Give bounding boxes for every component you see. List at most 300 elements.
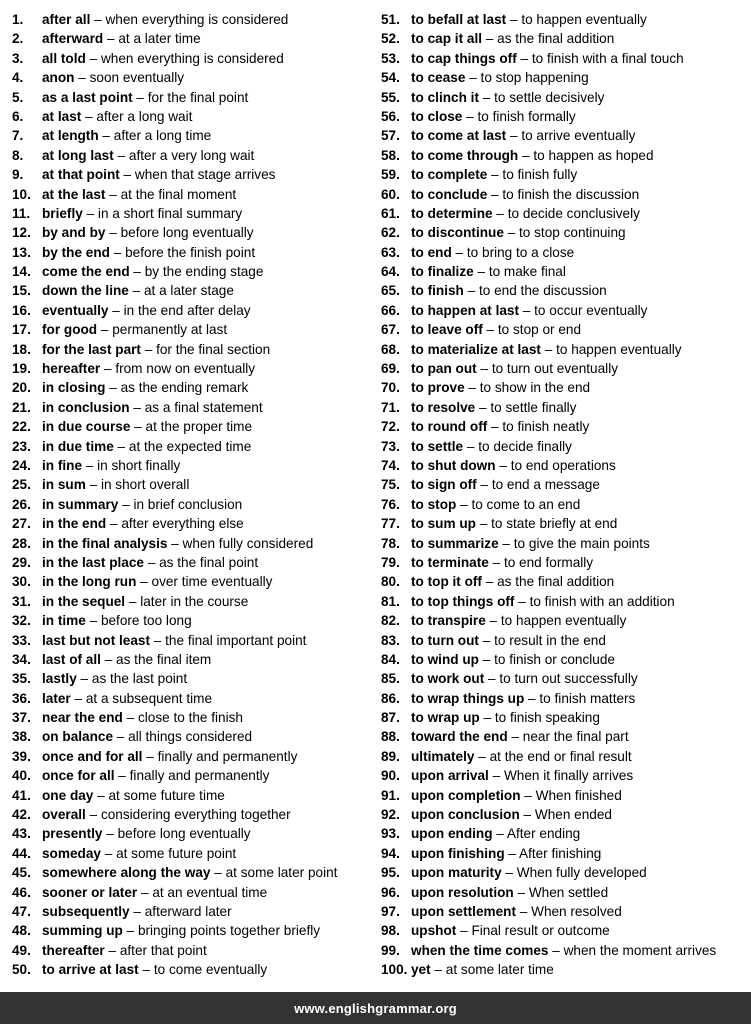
list-item [381, 126, 747, 145]
item-separator: – [475, 516, 492, 532]
item-text [411, 88, 604, 107]
item-definition: When finished [535, 787, 622, 803]
item-text [411, 824, 580, 843]
item-definition: in short finally [97, 457, 181, 473]
item-text [411, 747, 632, 766]
list-item [381, 863, 747, 882]
list-item [12, 107, 374, 126]
item-text [411, 301, 647, 320]
item-separator: – [518, 147, 534, 163]
item-term: sooner or later [42, 884, 138, 900]
item-text [42, 223, 254, 242]
item-term: to transpire [411, 613, 486, 629]
item-number: 83. [381, 632, 400, 648]
item-text [42, 727, 252, 746]
item-separator: – [119, 167, 135, 183]
item-separator: – [484, 671, 500, 687]
item-separator: – [142, 748, 158, 764]
item-definition: at some later time [445, 962, 554, 978]
item-separator: – [495, 457, 511, 473]
list-item [12, 592, 374, 611]
list-item [12, 165, 374, 184]
item-text [411, 262, 566, 281]
item-term: presently [42, 826, 103, 842]
item-term: upon conclusion [411, 807, 520, 823]
item-separator: – [506, 128, 522, 144]
list-item [381, 185, 747, 204]
list-item [12, 650, 374, 669]
list-item [381, 592, 747, 611]
list-item [12, 340, 374, 359]
item-separator: – [478, 89, 495, 105]
item-number: 46. [12, 884, 31, 900]
item-text [411, 107, 576, 126]
item-definition: in the end after delay [123, 302, 251, 318]
item-definition: at the final moment [120, 186, 237, 202]
item-number: 85. [381, 671, 400, 687]
item-definition: bringing points together briefly [137, 923, 321, 939]
item-separator: – [81, 108, 97, 124]
item-separator: – [108, 302, 124, 318]
item-separator: – [524, 690, 540, 706]
item-text [411, 68, 589, 87]
item-number: 100. [381, 962, 408, 978]
item-text [411, 766, 633, 785]
item-text [42, 456, 180, 475]
list-item [12, 243, 374, 262]
item-text [42, 631, 306, 650]
list-item [12, 88, 374, 107]
item-definition: finally and permanently [157, 748, 298, 764]
item-number: 8. [12, 147, 24, 163]
item-number: 28. [12, 535, 31, 551]
item-definition: to settle finally [490, 399, 577, 415]
item-number: 41. [12, 787, 31, 803]
item-term: to wrap up [411, 710, 480, 726]
item-definition: to result in the end [494, 632, 606, 648]
item-text [411, 340, 682, 359]
item-separator: – [114, 768, 130, 784]
list-item [12, 262, 374, 281]
item-definition: to settle decisively [494, 89, 605, 105]
item-text [42, 514, 244, 533]
item-text [42, 921, 320, 940]
item-separator: – [482, 31, 498, 47]
item-text [42, 301, 251, 320]
item-term: upon completion [411, 787, 521, 803]
item-definition: after a long wait [96, 108, 193, 124]
list-item [12, 902, 374, 921]
item-number: 68. [381, 341, 400, 357]
list-item [12, 689, 374, 708]
item-number: 81. [381, 593, 400, 609]
item-number: 49. [12, 942, 31, 958]
item-term: to work out [411, 671, 485, 687]
list-item [12, 10, 374, 29]
list-item [381, 29, 747, 48]
item-text [42, 824, 251, 843]
item-separator: – [105, 186, 121, 202]
list-item [12, 281, 374, 300]
item-definition: permanently at last [112, 322, 228, 338]
item-term: in the long run [42, 574, 137, 590]
list-item [12, 708, 374, 727]
item-number: 33. [12, 632, 31, 648]
item-term: by the end [42, 244, 110, 260]
list-item [381, 243, 747, 262]
list-item [381, 844, 747, 863]
footer-url[interactable]: www.englishgrammar.org [294, 1000, 457, 1016]
item-separator: – [113, 729, 129, 745]
item-term: to cease [411, 70, 466, 86]
item-text [42, 669, 187, 688]
list-item [12, 223, 374, 242]
item-definition: as the final point [159, 554, 259, 570]
item-separator: – [76, 671, 92, 687]
item-number: 72. [381, 419, 400, 435]
list-item [381, 204, 747, 223]
item-text [42, 88, 248, 107]
item-separator: – [129, 264, 145, 280]
item-term: in sum [42, 477, 86, 493]
item-separator: – [113, 438, 129, 454]
item-text [42, 146, 254, 165]
item-term: at last [42, 108, 82, 124]
item-text [411, 650, 615, 669]
item-separator: – [74, 70, 90, 86]
item-number: 40. [12, 768, 31, 784]
item-definition: to end formally [503, 554, 594, 570]
item-text [411, 534, 650, 553]
item-definition: to finish matters [539, 690, 636, 706]
list-item [12, 921, 374, 940]
item-text [42, 437, 251, 456]
item-definition: before long eventually [120, 225, 254, 241]
item-definition: to stop continuing [519, 225, 626, 241]
item-definition: for the final point [147, 89, 249, 105]
list-item [12, 863, 374, 882]
item-term: lastly [42, 671, 77, 687]
item-text [411, 243, 574, 262]
item-definition: afterward later [144, 903, 232, 919]
item-term: in closing [42, 380, 106, 396]
item-term: to finalize [411, 264, 474, 280]
item-number: 30. [12, 574, 31, 590]
item-number: 73. [381, 438, 400, 454]
item-separator: – [132, 89, 148, 105]
list-item [381, 883, 747, 902]
item-number: 4. [12, 70, 24, 86]
list-item [381, 786, 747, 805]
item-number: 61. [381, 205, 400, 221]
item-term: last of all [42, 651, 101, 667]
item-definition: to come to an end [471, 496, 581, 512]
item-definition: to finish the discussion [502, 186, 640, 202]
item-number: 59. [381, 167, 400, 183]
item-definition: finally and permanently [129, 768, 270, 784]
item-term: to sum up [411, 516, 476, 532]
item-number: 37. [12, 710, 31, 726]
item-text [42, 204, 242, 223]
item-number: 47. [12, 903, 31, 919]
item-term: to finish [411, 283, 464, 299]
item-definition: to stop or end [497, 322, 582, 338]
item-term: to materialize at last [411, 341, 541, 357]
item-number: 63. [381, 244, 400, 260]
item-term: to resolve [411, 399, 476, 415]
item-number: 27. [12, 516, 31, 532]
item-separator: – [137, 884, 153, 900]
item-definition: at some future point [116, 845, 237, 861]
item-definition: over time eventually [151, 574, 273, 590]
item-definition: after that point [119, 942, 207, 958]
item-text [42, 126, 211, 145]
list-item [12, 805, 374, 824]
item-separator: – [463, 283, 479, 299]
item-number: 32. [12, 613, 31, 629]
item-separator: – [82, 457, 98, 473]
item-term: to happen at last [411, 302, 520, 318]
list-item [381, 68, 747, 87]
item-number: 96. [381, 884, 400, 900]
list-item [12, 514, 374, 533]
item-definition: later in the course [140, 593, 249, 609]
item-number: 64. [381, 264, 400, 280]
item-separator: – [144, 554, 160, 570]
item-text [411, 10, 647, 29]
item-definition: When settled [528, 884, 609, 900]
item-term: upshot [411, 923, 457, 939]
item-separator: – [506, 12, 522, 27]
item-text [411, 689, 635, 708]
item-number: 87. [381, 710, 400, 726]
item-separator: – [465, 70, 481, 86]
list-item [12, 941, 374, 960]
item-text [42, 553, 258, 572]
item-term: at that point [42, 167, 120, 183]
item-separator: – [125, 593, 141, 609]
item-definition: as the last point [91, 671, 188, 687]
item-text [411, 320, 581, 339]
list-item [381, 49, 747, 68]
item-definition: soon eventually [89, 70, 185, 86]
item-definition: after a very long wait [128, 147, 255, 163]
item-term: after all [42, 12, 91, 27]
item-number: 42. [12, 807, 31, 823]
item-separator: – [106, 516, 122, 532]
list-item [12, 29, 374, 48]
item-number: 54. [381, 70, 400, 86]
item-number: 92. [381, 807, 400, 823]
item-text [42, 572, 272, 591]
item-definition: at the expected time [128, 438, 252, 454]
item-term: come the end [42, 264, 130, 280]
item-separator: – [478, 632, 495, 648]
item-separator: – [475, 399, 491, 415]
list-item [381, 902, 747, 921]
item-text [411, 708, 600, 727]
list-item [381, 437, 747, 456]
item-definition: to end the discussion [478, 283, 607, 299]
item-definition: near the final part [522, 729, 629, 745]
item-definition: before the finish point [125, 244, 256, 260]
item-number: 57. [381, 128, 400, 144]
item-separator: – [167, 535, 183, 551]
item-definition: at an eventual time [152, 884, 268, 900]
item-definition: to happen eventually [521, 12, 647, 27]
list-item [381, 553, 747, 572]
item-term: on balance [42, 729, 114, 745]
item-number: 62. [381, 225, 400, 241]
item-number: 94. [381, 845, 400, 861]
item-text [411, 553, 593, 572]
footer-bar [0, 992, 751, 1024]
item-number: 14. [12, 264, 31, 280]
item-definition: to finish neatly [502, 419, 590, 435]
item-number: 88. [381, 729, 400, 745]
item-definition: to finish fully [502, 167, 578, 183]
list-item [381, 766, 747, 785]
item-separator: – [122, 710, 138, 726]
item-number: 39. [12, 748, 31, 764]
item-text [411, 902, 622, 921]
list-item [12, 727, 374, 746]
item-text [42, 359, 255, 378]
item-separator: – [140, 341, 157, 357]
item-text [411, 960, 554, 979]
item-term: to settle [411, 438, 464, 454]
item-term: at long last [42, 147, 114, 163]
item-number: 12. [12, 225, 31, 241]
item-text [411, 844, 601, 863]
item-number: 9. [12, 167, 24, 183]
item-term: in the final analysis [42, 535, 168, 551]
item-definition: to make final [488, 264, 566, 280]
item-term: upon finishing [411, 845, 505, 861]
item-term: in due time [42, 438, 114, 454]
item-separator: – [488, 768, 504, 784]
item-number: 13. [12, 244, 31, 260]
item-text [42, 883, 267, 902]
item-text [42, 650, 211, 669]
item-separator: – [488, 554, 504, 570]
item-text [42, 378, 248, 397]
word-list-right-column [381, 10, 747, 980]
item-definition: before too long [100, 613, 192, 629]
item-separator: – [462, 108, 478, 124]
item-definition: to end operations [510, 457, 616, 473]
item-term: somewhere along the way [42, 865, 211, 881]
item-text [411, 281, 607, 300]
list-item [381, 146, 747, 165]
list-item [12, 301, 374, 320]
list-item [381, 747, 747, 766]
item-text [42, 766, 269, 785]
item-separator: – [548, 942, 564, 958]
item-definition: to state briefly at end [491, 516, 618, 532]
item-number: 98. [381, 923, 400, 939]
item-definition: to turn out eventually [491, 361, 619, 377]
item-definition: all things considered [128, 729, 253, 745]
item-text [42, 417, 252, 436]
item-definition: to happen eventually [556, 341, 682, 357]
list-item [12, 786, 374, 805]
item-term: upon settlement [411, 903, 516, 919]
item-number: 11. [12, 205, 31, 221]
item-text [411, 592, 675, 611]
item-separator: – [513, 884, 529, 900]
item-number: 17. [12, 322, 31, 338]
item-definition: after a long time [113, 128, 212, 144]
item-term: to wrap things up [411, 690, 525, 706]
item-term: once for all [42, 768, 115, 784]
item-number: 71. [381, 399, 400, 415]
item-separator: – [82, 205, 98, 221]
item-definition: When ended [534, 807, 612, 823]
item-definition: at the proper time [145, 419, 253, 435]
item-term: to befall at last [411, 12, 507, 27]
list-item [381, 340, 747, 359]
item-definition: at a subsequent time [85, 690, 213, 706]
item-text [42, 320, 227, 339]
item-term: overall [42, 807, 86, 823]
item-separator: – [503, 225, 520, 241]
item-text [42, 689, 212, 708]
item-separator: – [85, 807, 101, 823]
item-definition: to happen eventually [500, 613, 627, 629]
item-definition: when that stage arrives [134, 167, 276, 183]
item-separator: – [456, 923, 472, 939]
item-term: once and for all [42, 748, 143, 764]
item-number: 66. [381, 302, 400, 318]
item-separator: – [85, 477, 101, 493]
list-item [12, 68, 374, 87]
item-number: 70. [381, 380, 400, 396]
item-term: to round off [411, 419, 488, 435]
item-text [411, 29, 614, 48]
item-term: in due course [42, 419, 131, 435]
list-item [12, 49, 374, 68]
item-number: 77. [381, 516, 400, 532]
item-number: 1. [12, 12, 24, 27]
item-separator: – [516, 50, 532, 66]
item-separator: – [128, 283, 144, 299]
item-term: to top it off [411, 574, 482, 590]
item-text [411, 727, 629, 746]
item-definition: to occur eventually [534, 302, 648, 318]
item-separator: – [90, 12, 106, 27]
item-term: afterward [42, 31, 104, 47]
item-term: summing up [42, 923, 123, 939]
item-definition: to end a message [491, 477, 600, 493]
list-item [381, 88, 747, 107]
item-number: 16. [12, 302, 31, 318]
item-text [411, 146, 654, 165]
item-term: to leave off [411, 322, 483, 338]
item-term: subsequently [42, 903, 130, 919]
item-definition: to turn out successfully [499, 671, 638, 687]
item-definition: to decide finally [478, 438, 572, 454]
item-text [42, 534, 313, 553]
list-item [381, 534, 747, 553]
item-definition: to come eventually [153, 962, 268, 978]
item-text [42, 49, 284, 68]
item-separator: – [498, 535, 514, 551]
list-item [12, 766, 374, 785]
item-number: 20. [12, 380, 31, 396]
item-text [411, 863, 647, 882]
item-text [411, 204, 640, 223]
